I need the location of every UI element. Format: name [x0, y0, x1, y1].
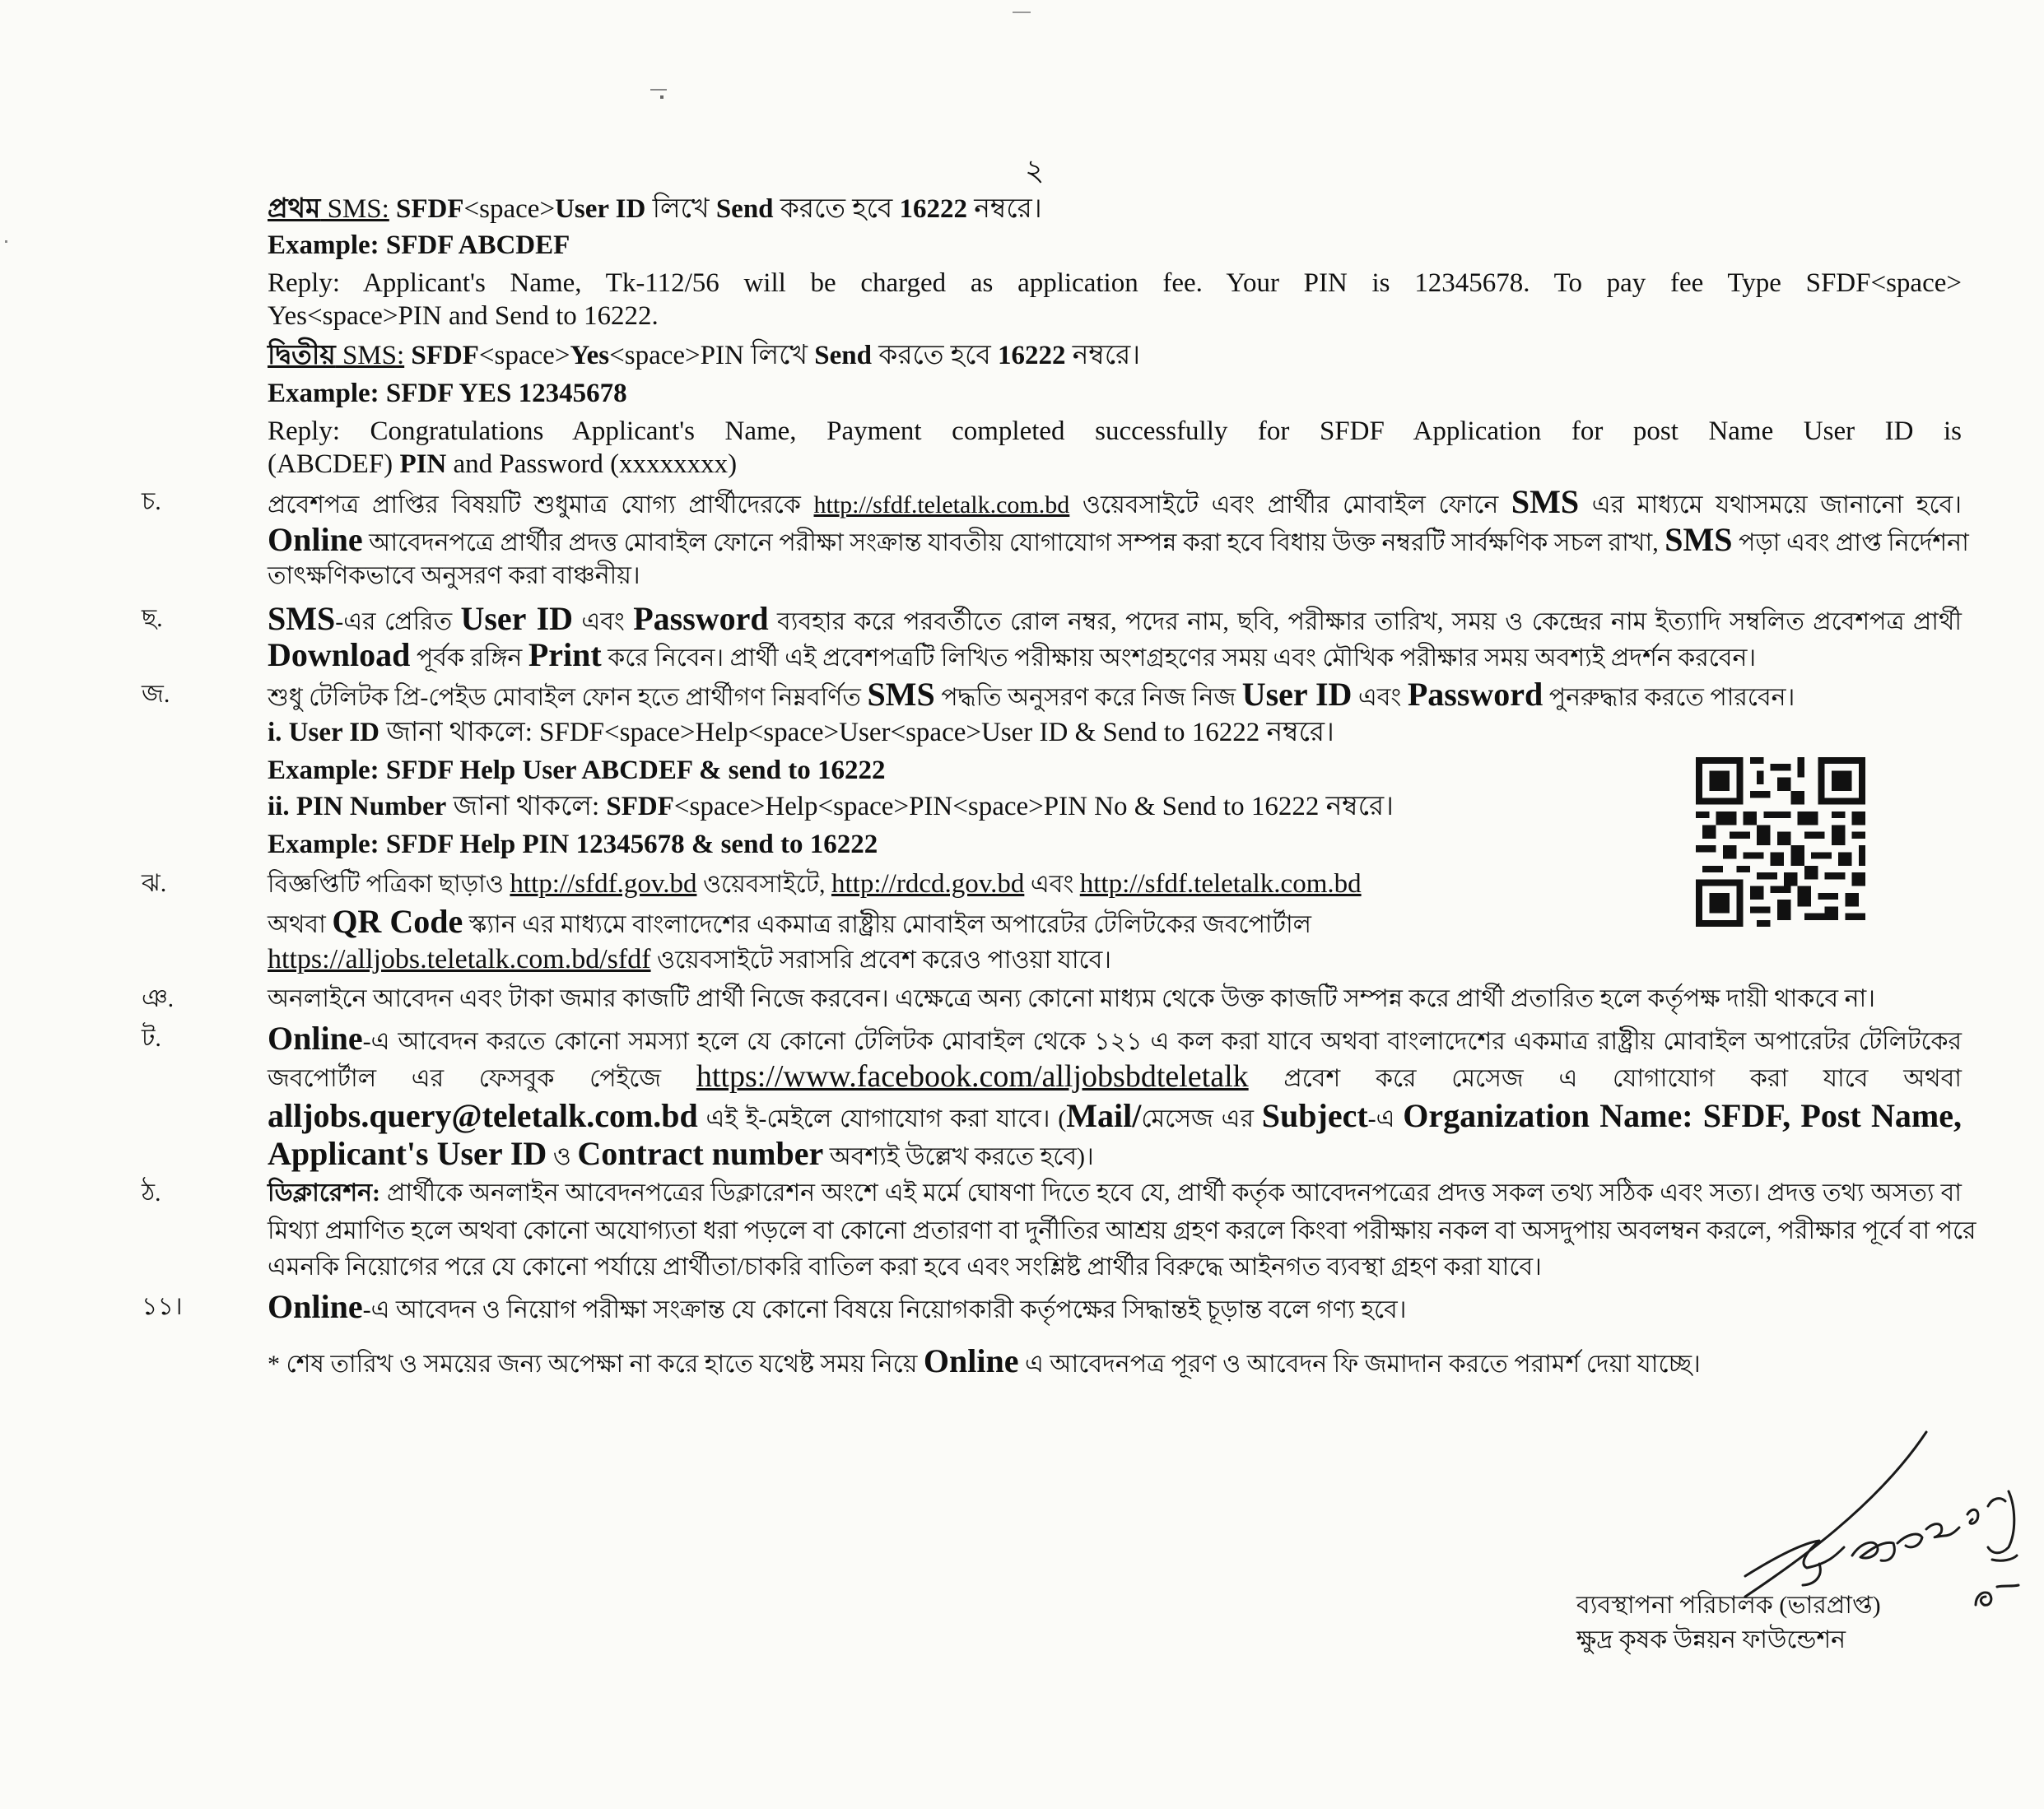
- chha-line2: Download পূর্বক রঙ্গিন Print করে নিবেন। প্রার্থী এই প্রবেশপত্রটি লিখিত পরীক্ষায় অংশগ্রহণের সময় এবং মৌখিক পরীক্ষার সময় অবশ্যই প্রদর্শন করবেন।: [268, 636, 1757, 673]
- ja-line1: শুধু টেলিটক প্রি-পেইড মোবাইল ফোন হতে প্রার্থীগণ নিম্নবর্ণিত SMS পদ্ধতি অনুসরণ করে নিজ নিজ User ID এবং Password পুনরুদ্ধার করতে পারবেন।: [268, 676, 1795, 713]
- cha-line2: Online আবেদনপত্রে প্রার্থীর প্রদত্ত মোবাইল ফোনে পরীক্ষা সংক্রান্ত যাবতীয় যোগাযোগ সম্পন্ন করা হবে বিধায় উক্ত নম্বরটি সার্বক্ষণিক সচল রাখা, SMS পড়া এবং প্রাপ্ত নির্দেশনা: [268, 521, 1969, 558]
- speck: [660, 95, 663, 99]
- ja-pin-example: Example: SFDF Help PIN 12345678 & send to 16222: [268, 830, 878, 859]
- ta-line3: alljobs.query@teletalk.com.bd এই ই-মেইলে যোগাযোগ করা যাবে। (Mail/মেসেজ এর Subject-এ Organization Name: SFDF, Post Name,: [268, 1097, 1962, 1134]
- qr-code[interactable]: [1696, 757, 1865, 927]
- eleven-line: Online-এ আবেদন ও নিয়োগ পরীক্ষা সংক্রান্ত যে কোনো বিষয়ে নিয়োগকারী কর্তৃপক্ষের সিদ্ধান্তই চূড়ান্ত বলে গণ্য হবে।: [268, 1288, 1407, 1325]
- jha-line3: https://alljobs.teletalk.com.bd/sfdf ওয়েবসাইটে সরাসরি প্রবেশ করেও পাওয়া যাবে।: [268, 944, 1111, 974]
- link-rdcd-gov[interactable]: http://rdcd.gov.bd: [831, 869, 1025, 899]
- link-sfdf-gov[interactable]: http://sfdf.gov.bd: [510, 869, 697, 899]
- jha-line1: বিজ্ঞপ্তিটি পত্রিকা ছাড়াও http://sfdf.gov.bd ওয়েবসাইটে, http://rdcd.gov.bd এবং http://sfdf.teletalk.com.bd: [268, 869, 1362, 899]
- link-sfdf-teletalk-2[interactable]: http://sfdf.teletalk.com.bd: [1079, 869, 1362, 899]
- tha-line3: এমনকি নিয়োগের পরে যে কোনো পর্যায়ে প্রার্থীতা/চাকরি বাতিল করা হবে এবং সংশ্লিষ্ট প্রার্থীর বিরুদ্ধে আইনগত ব্যবস্থা গ্রহণ করা যাবে।: [268, 1253, 1542, 1281]
- item-label-tha: ঠ.: [142, 1179, 161, 1207]
- sms1-reply-line1: Reply: Applicant's Name, Tk-112/56 will be charged as application fee. Your PIN is 12345678. To pay fee Type SFDF<space>: [268, 268, 1962, 298]
- item-label-chha: ছ.: [142, 605, 163, 632]
- speck: [5, 240, 7, 243]
- ta-line1: Online-এ আবেদন করতে কোনো সমস্যা হলে যে কোনো টেলিটক মোবাইল থেকে ১২১ এ কল করা যাবে অথবা বাংলাদেশের একমাত্র রাষ্ট্রীয় মোবাইল অপারেটর টেলিটকের: [268, 1020, 1962, 1057]
- sms1-example: Example: SFDF ABCDEF: [268, 230, 570, 260]
- item-label-ta: ট.: [142, 1025, 161, 1052]
- speck: [1013, 12, 1031, 13]
- ta-line2: জবপোর্টাল এর ফেসবুক পেইজে https://www.facebook.com/alljobsbdteletalk প্রবেশ করে মেসেজ এ যোগাযোগ করা যাবে অথবা: [268, 1059, 1963, 1094]
- tha-line2: মিথ্যা প্রমাণিত হলে অথবা কোনো অযোগ্যতা ধরা পড়লে বা কোনো প্রতারণা বা দুর্নীতির আশ্রয় গ্রহণ করলে কিংবা পরীক্ষায় নকল বা অসদুপায় অবলম্বন করলে, পরীক্ষার পূর্বে বা পরে: [268, 1217, 1976, 1244]
- sms2-reply-line1: Reply: Congratulations Applicant's Name, Payment completed successfully for SFDF Application for post Name User ID is: [268, 416, 1962, 446]
- cha-line1: প্রবেশপত্র প্রাপ্তির বিষয়টি শুধুমাত্র যোগ্য প্রার্থীদেরকে http://sfdf.teletalk.com.bd ওয়েবসাইটে এবং প্রার্থীর মোবাইল ফোনে SMS এর মাধ্যমে যথাসময়ে জানানো হবে।: [268, 483, 1962, 520]
- sms2-reply-line2: (ABCDEF) PIN and Password (xxxxxxxx): [268, 449, 738, 479]
- jha-line2: অথবা QR Code স্ক্যান এর মাধ্যমে বাংলাদেশের একমাত্র রাষ্ট্রীয় মোবাইল অপারেটর টেলিটকের জবপোর্টাল: [268, 903, 1312, 940]
- ja-pin-line: ii. PIN Number জানা থাকলে: SFDF<space>Help<space>PIN<space>PIN No & Send to 16222 নম্বরে।: [268, 792, 1394, 821]
- item-label-nya: ঞ.: [142, 985, 175, 1012]
- sms1-line: প্রথম SMS: SFDF<space>User ID লিখে Send করতে হবে 16222 নম্বরে।: [268, 194, 1042, 224]
- sms1-reply-line2: Yes<space>PIN and Send to 16222.: [268, 301, 659, 331]
- signatory-organization: ক্ষুদ্র কৃষক উন্নয়ন ফাউন্ডেশন: [1576, 1626, 1846, 1653]
- cha-line3: তাৎক্ষণিকভাবে অনুসরণ করা বাঞ্চনীয়।: [268, 562, 640, 589]
- item-label-cha: চ.: [142, 488, 161, 515]
- link-sfdf-teletalk[interactable]: http://sfdf.teletalk.com.bd: [813, 491, 1070, 519]
- ja-user-id-line: i. User ID জানা থাকলে: SFDF<space>Help<space>User<space>User ID & Send to 16222 নম্বরে।: [268, 718, 1334, 747]
- sms2-example: Example: SFDF YES 12345678: [268, 379, 627, 408]
- closing-note: * শেষ তারিখ ও সময়ের জন্য অপেক্ষা না করে হাতে যথেষ্ট সময় নিয়ে Online এ আবেদনপত্র পূরণ ও আবেদন ফি জমাদান করতে পরামর্শ দেয়া যাচ্ছে।: [268, 1342, 1701, 1379]
- nya-line: অনলাইনে আবেদন এবং টাকা জমার কাজটি প্রার্থী নিজে করবেন। এক্ষেত্রে অন্য কোনো মাধ্যম থেকে উক্ত কাজটি সম্পন্ন করে প্রার্থী প্রতারিত হলে কর্তৃপক্ষ দায়ী থাকবে না।: [268, 985, 1875, 1012]
- sms2-line: দ্বিতীয় SMS: SFDF<space>Yes<space>PIN লিখে Send করতে হবে 16222 নম্বরে।: [268, 341, 1141, 370]
- item-label-ja: জ.: [142, 681, 170, 708]
- page-number: ২: [1025, 154, 1045, 187]
- link-facebook-alljobs[interactable]: https://www.facebook.com/alljobsbdteletalk: [696, 1059, 1249, 1094]
- tha-line1: ডিক্লারেশন: প্রার্থীকে অনলাইন আবেদনপত্রের ডিক্লারেশন অংশে এই মর্মে ঘোষণা দিতে হবে যে, প্রার্থী কর্তৃক আবেদনপত্রের প্রদত্ত সকল তথ্য সঠিক এবং সত্য। প্রদত্ত তথ্য অসত্য বা: [268, 1179, 1962, 1207]
- item-label-eleven: ১১।: [142, 1293, 183, 1320]
- signature-scribble: [1729, 1399, 2025, 1613]
- speck: [650, 89, 667, 91]
- item-label-jha: ঝ.: [142, 870, 167, 897]
- link-alljobs-sfdf[interactable]: https://alljobs.teletalk.com.bd/sfdf: [268, 944, 651, 974]
- signatory-title: ব্যবস্থাপনা পরিচালক (ভারপ্রাপ্ত): [1576, 1592, 1881, 1619]
- ja-user-id-example: Example: SFDF Help User ABCDEF & send to 16222: [268, 756, 886, 785]
- ta-line4: Applicant's User ID ও Contract number অবশ্যই উল্লেখ করতে হবে)।: [268, 1135, 1094, 1172]
- chha-line1: SMS-এর প্রেরিত User ID এবং Password ব্যবহার করে পরবর্তীতে রোল নম্বর, পদের নাম, ছবি, পরীক্ষার তারিখ, সময় ও কেন্দ্রের নাম ইত্যাদি সম্বলিত প্রবেশপত্র প্রার্থী: [268, 600, 1962, 637]
